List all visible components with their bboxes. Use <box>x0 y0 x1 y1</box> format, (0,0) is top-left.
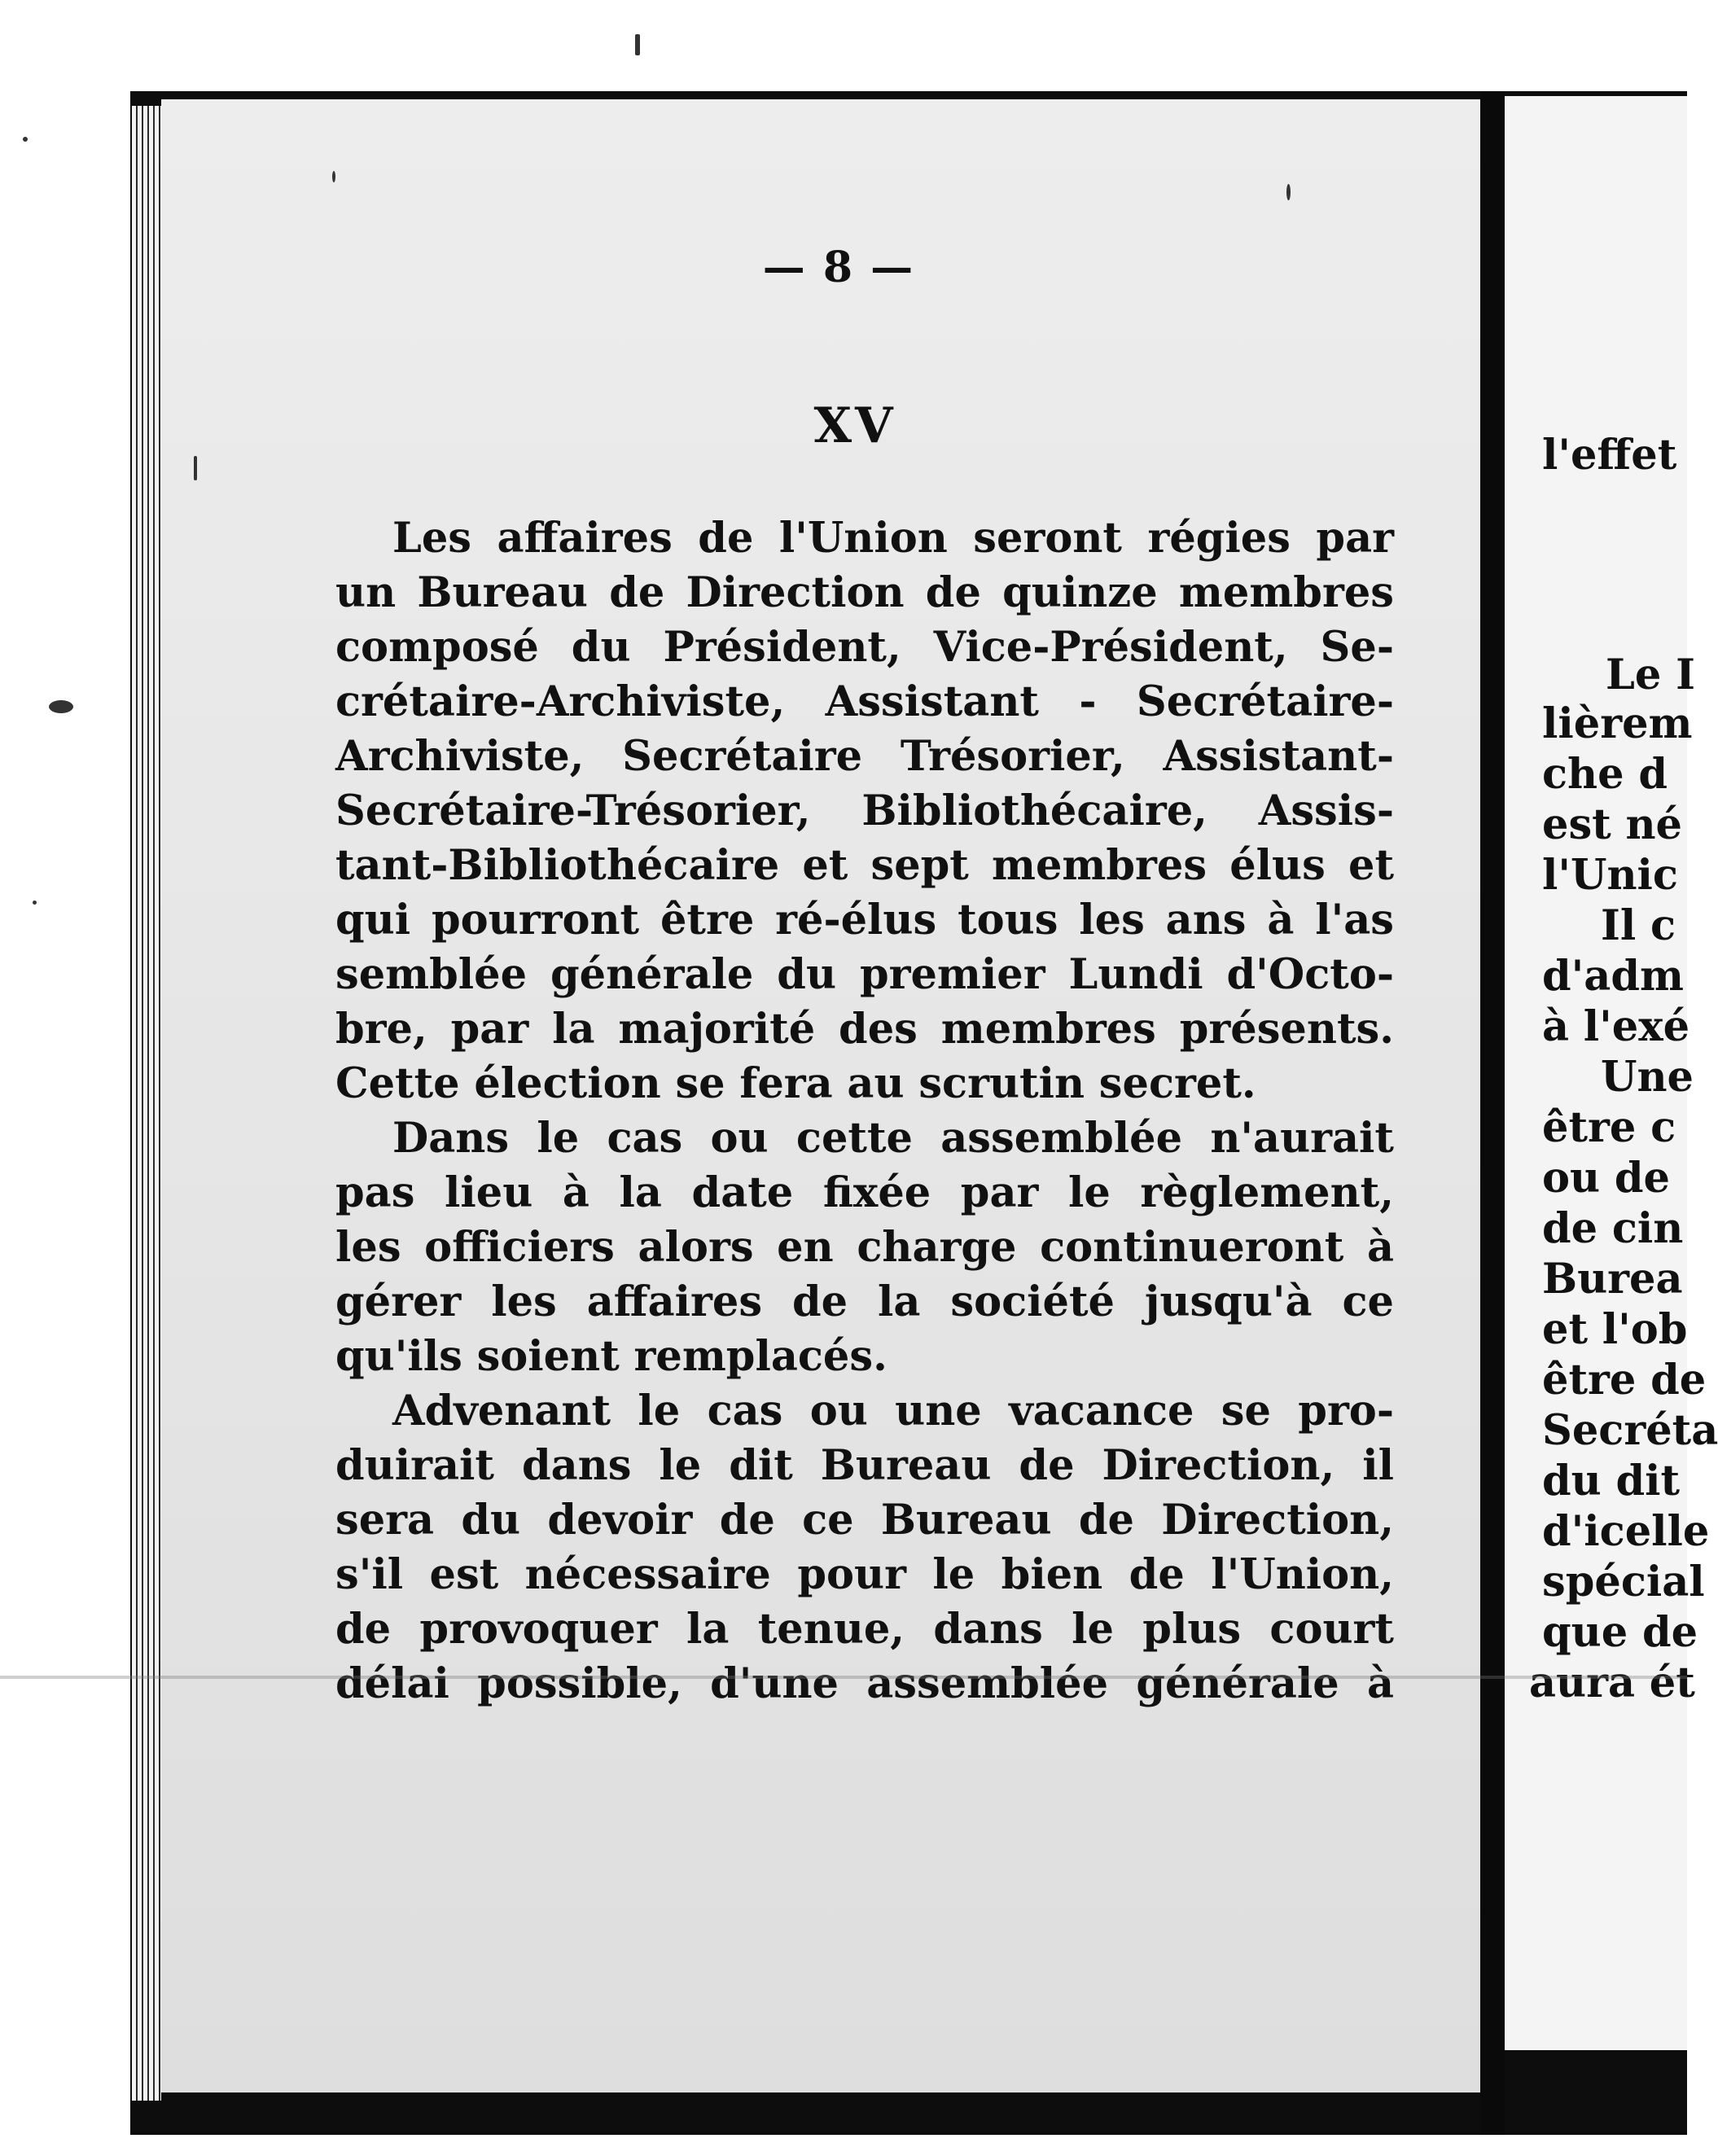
text-line: d'adm <box>1542 952 1684 1001</box>
text-line: bre, par la majorité des membres présents. <box>335 1005 1394 1054</box>
text-line: que de <box>1542 1608 1698 1657</box>
text-line: sera du devoir de ce Bureau de Direction, <box>335 1496 1394 1545</box>
text-line: tant-Bibliothécaire et sept membres élus et <box>335 841 1394 890</box>
text-line: délai possible, d'une assemblée générale à <box>335 1659 1394 1708</box>
text-line: Les affaires de l'Union seront régies par <box>392 514 1394 563</box>
scan-band <box>0 1676 1687 1679</box>
text-line: Dans le cas ou cette assemblée n'aurait <box>392 1114 1394 1163</box>
speck <box>23 137 28 142</box>
text-line: d'icelle <box>1542 1507 1710 1556</box>
text-line: semblée générale du premier Lundi d'Octo- <box>335 950 1394 999</box>
body-text <box>335 511 1394 1711</box>
speck <box>1286 184 1291 200</box>
text-line: les officiers alors en charge continueront à <box>335 1223 1394 1272</box>
text-line: l'Unic <box>1542 851 1678 900</box>
text-line: spécial <box>1542 1558 1705 1606</box>
speck <box>332 171 335 182</box>
text-line: l'effet <box>1542 431 1677 480</box>
text-line: duirait dans le dit Bureau de Direction, il <box>335 1441 1394 1490</box>
speck <box>49 700 73 713</box>
text-line: de cin <box>1542 1204 1684 1253</box>
text-line: pas lieu à la date fixée par le règlement, <box>335 1168 1394 1217</box>
text-line: un Bureau de Direction de quinze membres <box>335 568 1394 617</box>
text-line: de provoquer la tenue, dans le plus court <box>335 1605 1394 1654</box>
text-line: qu'ils soient remplacés. <box>335 1332 887 1381</box>
text-line: gérer les affaires de la société jusqu'à ce <box>335 1277 1394 1326</box>
speck <box>194 456 197 480</box>
text-line: Secrétaire-Trésorier, Bibliothécaire, Assis- <box>335 787 1394 835</box>
text-line: ou de <box>1542 1154 1670 1203</box>
page-edge-stack <box>132 106 161 2101</box>
text-line: Une <box>1601 1053 1694 1102</box>
text-line: du dit <box>1542 1457 1681 1505</box>
text-line: che d <box>1542 750 1668 799</box>
text-line: Archiviste, Secrétaire Trésorier, Assistant- <box>335 732 1394 781</box>
text-line: Burea <box>1542 1255 1683 1304</box>
page-number: — 8 — <box>762 243 915 292</box>
text-line: crétaire-Archiviste, Assistant - Secrétaire- <box>335 677 1394 726</box>
text-line: s'il est nécessaire pour le bien de l'Union, <box>335 1550 1394 1599</box>
speck <box>635 34 640 55</box>
text-line: composé du Président, Vice-Président, Se- <box>335 623 1394 672</box>
section-heading: XV <box>813 397 896 454</box>
text-line: Le I <box>1606 651 1695 699</box>
text-line: lièrem <box>1542 699 1693 748</box>
page-gutter <box>1480 91 1505 2135</box>
text-line: être c <box>1542 1103 1676 1152</box>
text-line: Cette élection se fera au scrutin secret. <box>335 1059 1256 1108</box>
text-line: Advenant le cas ou une vacance se pro- <box>392 1387 1394 1435</box>
speck <box>33 901 37 905</box>
text-line: qui pourront être ré-élus tous les ans à l'as <box>335 896 1394 944</box>
text-line: Secréta <box>1542 1406 1718 1455</box>
text-line: à l'exé <box>1542 1002 1690 1051</box>
text-line: Il c <box>1601 901 1676 950</box>
text-line: est né <box>1542 800 1683 849</box>
text-line: être de <box>1542 1356 1707 1404</box>
right-page <box>1505 96 1718 2050</box>
text-line: aura ét <box>1529 1659 1695 1707</box>
text-line: et l'ob <box>1542 1305 1688 1354</box>
